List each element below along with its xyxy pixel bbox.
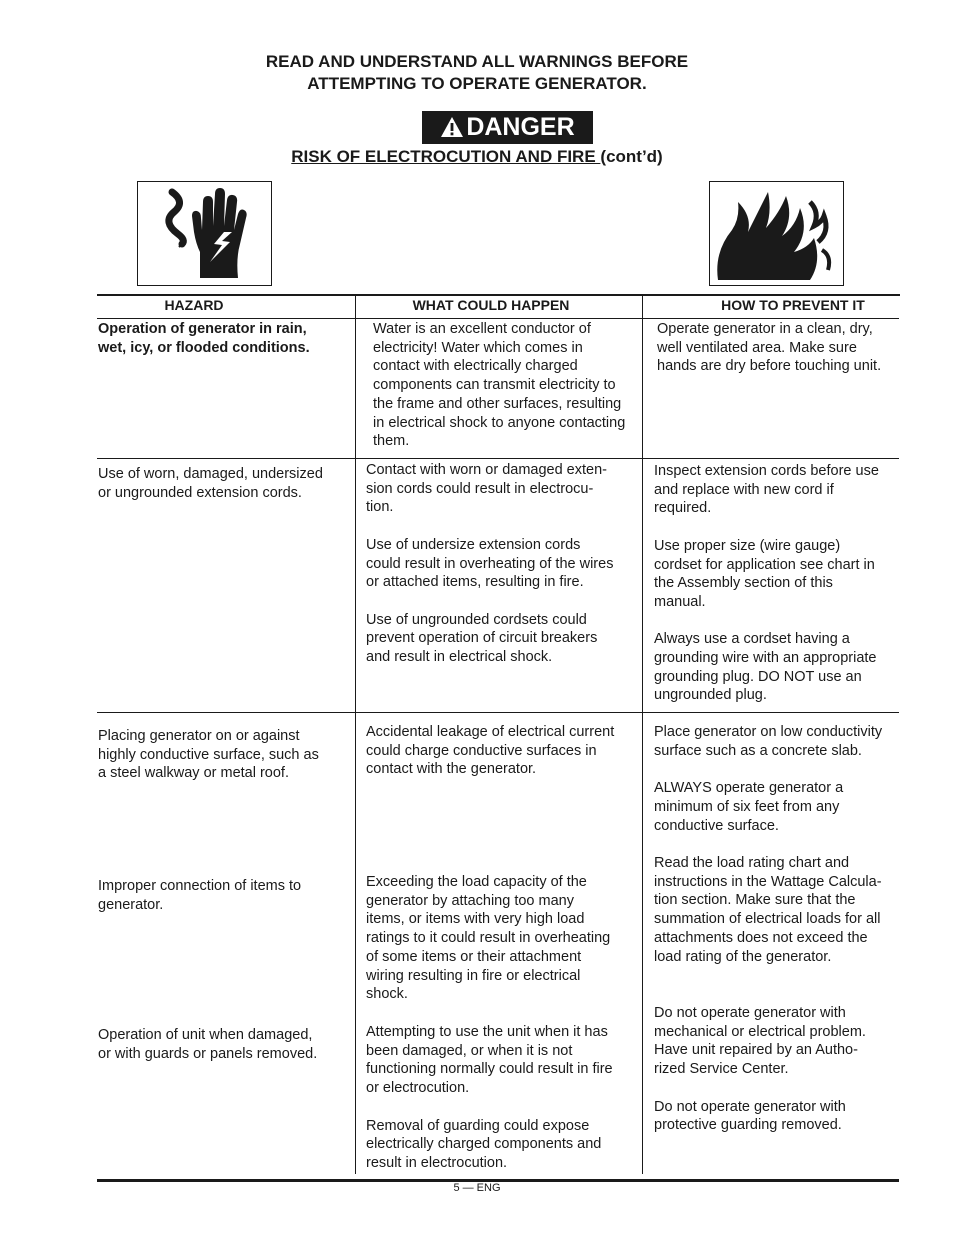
column-header-prevent: HOW TO PREVENT IT [721, 297, 865, 313]
text-line: Always use a cordset having a [654, 631, 850, 648]
text-line: wiring resulting in fire or electrical [366, 967, 581, 984]
text-line: contact with electrically charged [373, 358, 578, 375]
warning-header-line-1: READ AND UNDERSTAND ALL WARNINGS BEFORE [265, 52, 689, 71]
text-line: minimum of six feet from any [654, 798, 840, 815]
text-line: required. [654, 500, 712, 517]
text-line: Read the load rating chart and [654, 855, 850, 871]
header-row-rule [97, 318, 899, 319]
row-2-what-para-1 [366, 461, 638, 517]
row-2-prevent-para-2 [654, 537, 902, 612]
text-line: surface such as a concrete slab. [654, 742, 862, 759]
text-line: Inspect extension cords before use [654, 463, 879, 479]
text-line: in electrical shock to anyone contacting [373, 414, 626, 431]
text-line: the frame and other surfaces, resulting [373, 395, 622, 412]
electric-shock-hand-icon [137, 181, 272, 286]
text-line: grounding plug. DO NOT use an [654, 668, 862, 685]
text-line: wet, icy, or flooded conditions. [98, 339, 310, 356]
text-line: could result in overheating of the wires [366, 555, 614, 572]
text-line: or electrocution. [366, 1080, 470, 1097]
row-5-prevent-para-1 [654, 1004, 902, 1079]
row-5-what [366, 1023, 638, 1173]
column-header-hazard: HAZARD [164, 297, 224, 313]
text-line: manual. [654, 593, 706, 610]
text-line: well ventilated area. Make sure [657, 339, 857, 356]
row-2-what-para-2 [366, 536, 638, 592]
text-line: Exceeding the load capacity of the [366, 874, 587, 890]
text-line: rized Service Center. [654, 1061, 789, 1078]
text-line: Use of undersize extension cords [366, 536, 581, 553]
text-line: or attached items, resulting in fire. [366, 574, 584, 591]
text-line: Operation of generator in rain, [98, 321, 307, 337]
text-line: Contact with worn or damaged exten- [366, 462, 607, 478]
text-line: tion. [366, 499, 394, 516]
text-line: the Assembly section of this [654, 575, 833, 592]
row-4-what [366, 873, 638, 1004]
text-line: and result in electrical shock. [366, 649, 553, 665]
text-line: them. [373, 433, 410, 450]
fire-flames-icon [709, 181, 844, 286]
risk-title-cont: (cont’d) [600, 147, 663, 166]
row-5-what-para-2 [366, 1117, 638, 1173]
row-2-what [366, 461, 638, 667]
text-line: contact with the generator. [366, 761, 537, 778]
row-2-hazard [98, 465, 350, 502]
text-line: components can transmit electricity to [373, 377, 616, 394]
text-line: grounding wire with an appropriate [654, 650, 877, 666]
row-divider-2 [97, 712, 899, 713]
row-5-prevent [654, 1004, 902, 1135]
text-line: Use of worn, damaged, undersized [98, 466, 323, 482]
text-line: ratings to it could result in overheating [366, 930, 611, 947]
text-line: Do not operate generator with [654, 1005, 846, 1021]
text-line: Use proper size (wire gauge) [654, 537, 841, 554]
text-line: Accidental leakage of electrical current [366, 724, 615, 740]
row-1-hazard [98, 320, 350, 357]
text-line: tion section. Make sure that the [654, 892, 856, 909]
text-line: items, or items with very high load [366, 911, 585, 928]
text-line: been damaged, or when it is not [366, 1042, 573, 1059]
text-line: Improper connection of items to [98, 878, 302, 894]
text-line: conductive surface. [654, 817, 779, 834]
text-line: electricity! Water which comes in [373, 339, 583, 356]
row-3-what [366, 723, 638, 779]
text-line: and replace with new cord if [654, 481, 834, 498]
text-line: Placing generator on or against [98, 728, 300, 744]
row-2-prevent [654, 462, 902, 705]
row-5-prevent-para-2 [654, 1098, 902, 1135]
text-line: Water is an excellent conductor of [373, 321, 591, 337]
text-line: electrically charged components and [366, 1136, 602, 1153]
text-line: Operation of unit when damaged, [98, 1027, 313, 1043]
text-line: instructions in the Wattage Calcula- [654, 873, 882, 890]
text-line: or with guards or panels removed. [98, 1045, 318, 1062]
page-footer: 5 — ENG [453, 1182, 501, 1194]
text-line: summation of electrical loads for all [654, 911, 881, 928]
text-line: generator. [98, 896, 164, 913]
row-1-what [373, 320, 645, 451]
danger-label [422, 111, 593, 144]
text-line: Use of ungrounded cordsets could [366, 611, 587, 628]
row-1-prevent [657, 320, 902, 376]
text-line: sion cords could result in electrocu- [366, 480, 594, 497]
text-line: Place generator on low conductivity [654, 724, 883, 740]
column-header-what: WHAT COULD HAPPEN [412, 297, 570, 313]
row-3-hazard [98, 727, 350, 783]
row-2-what-para-3 [366, 611, 638, 667]
text-line: load rating of the generator. [654, 948, 832, 965]
text-line: ALWAYS operate generator a [654, 780, 844, 797]
text-line: result in electrocution. [366, 1154, 508, 1171]
text-line: protective guarding removed. [654, 1117, 842, 1134]
text-line: of some items or their attachment [366, 948, 582, 965]
risk-title-main: RISK OF ELECTROCUTION AND FIRE [291, 147, 601, 166]
text-line: Do not operate generator with [654, 1098, 846, 1115]
text-line: Removal of guarding could expose [366, 1117, 590, 1134]
text-line: cordset for application see chart in [654, 556, 875, 573]
text-line: Have unit repaired by an Autho- [654, 1042, 858, 1059]
column-divider-1 [355, 296, 356, 1174]
text-line: generator by attaching too many [366, 892, 574, 909]
row-2-prevent-para-3 [654, 630, 902, 705]
text-line: ungrounded plug. [654, 687, 767, 704]
risk-title [0, 147, 954, 167]
danger-text: DANGER [466, 113, 575, 141]
row-4-hazard [98, 877, 350, 914]
row-3-prevent-para-2 [654, 779, 902, 835]
text-line: prevent operation of circuit breakers [366, 630, 598, 647]
row-5-hazard [98, 1026, 350, 1063]
text-line: Operate generator in a clean, dry, [657, 321, 873, 337]
row-5-what-para-1 [366, 1023, 638, 1098]
text-line: functioning normally could result in fire [366, 1061, 613, 1078]
row-4-prevent [654, 854, 902, 966]
text-line: hands are dry before touching unit. [657, 358, 882, 375]
text-line: or ungrounded extension cords. [98, 484, 302, 501]
table-top-rule [97, 294, 900, 296]
text-line: Attempting to use the unit when it has [366, 1024, 608, 1040]
text-line: could charge conductive surfaces in [366, 742, 597, 759]
text-line: a steel walkway or metal roof. [98, 765, 289, 782]
text-line: highly conductive surface, such as [98, 746, 319, 763]
row-divider-1 [97, 458, 899, 459]
warning-triangle-icon [440, 116, 464, 138]
text-line: mechanical or electrical problem. [654, 1023, 866, 1040]
text-line: shock. [366, 986, 408, 1003]
text-line: attachments does not exceed the [654, 929, 868, 946]
row-3-prevent-para-1 [654, 723, 902, 760]
row-2-prevent-para-1 [654, 462, 902, 518]
row-3-prevent [654, 723, 902, 835]
warning-header-line-2: ATTEMPTING TO OPERATE GENERATOR. [307, 74, 647, 93]
